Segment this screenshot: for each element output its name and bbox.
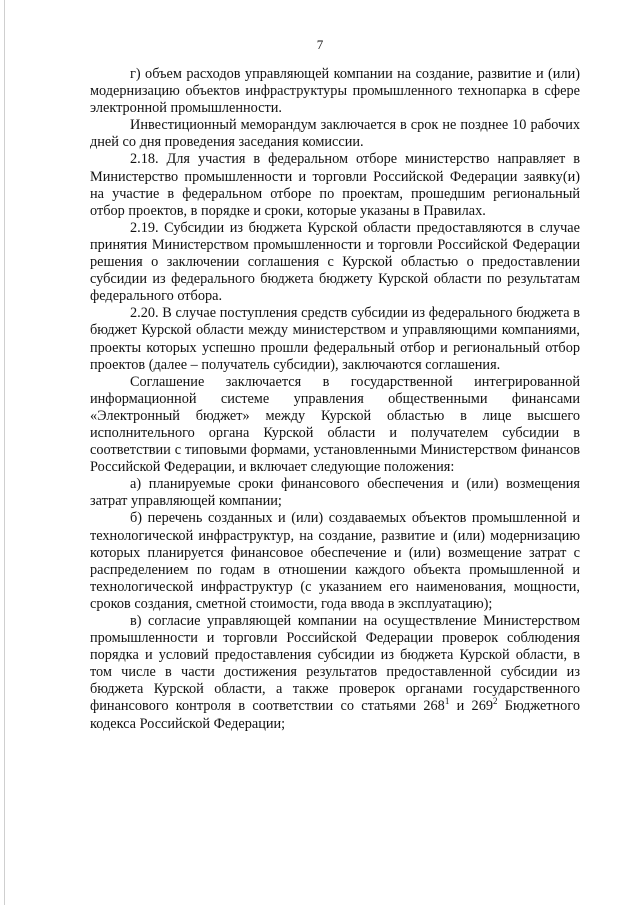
superscript-2: 2 bbox=[493, 696, 498, 707]
paragraph-item-a: а) планируемые сроки финансового обеспечения и (или) возмещения затрат управляющей компании; bbox=[90, 476, 580, 510]
paragraph-item-b: б) перечень созданных и (или) создаваемых объектов промышленной и технологической инфраструктур, на создание, развитие и (или) модернизацию которых планируется финансовое обеспечение и (или) возмещение затрат с распределением по годам в отношении каждого объекта промышленной и технологической инфраструктур (с указанием его наименования, мощности, сроков создания, сметной стоимости, года ввода в эксплуатацию); bbox=[90, 510, 580, 612]
item-v-text: в) согласие управляющей компании на осуществление Министерством промышленности и торговли Российской Федерации проверок соблюдения порядка и условий предоставления субсидии из бюджета Курской области, в том числе в части достижения результатов предоставленной субсидии из бюджета Курской области, а также проверок органами государственного финансового контроля в соответствии со статьями 268 bbox=[90, 613, 580, 715]
document-body bbox=[90, 66, 580, 733]
page-number: 7 bbox=[316, 37, 324, 52]
paragraph-memorandum: Инвестиционный меморандум заключается в срок не позднее 10 рабочих дней со дня проведения заседания комиссии. bbox=[90, 117, 580, 151]
paragraph-item-v bbox=[90, 613, 580, 733]
paragraph-2-20: 2.20. В случае поступления средств субсидии из федерального бюджета в бюджет Курской области между министерством и управляющими компаниями, проекты которых успешно прошли федеральный отбор и региональный отбор проектов (далее – получатель субсидии), заключаются соглашения. bbox=[90, 305, 580, 373]
paragraph-2-19: 2.19. Субсидии из бюджета Курской области предоставляются в случае принятия Министерством промышленности и торговли Российской Федерации решения о заключении соглашения с Курской областью о предоставлении субсидии из федерального бюджета бюджету Курской области по результатам федерального отбора. bbox=[90, 219, 580, 305]
item-v-mid: и 269 bbox=[449, 698, 494, 715]
paragraph-expenses: г) объем расходов управляющей компании на создание, развитие и (или) модернизацию объектов инфраструктуры промышленного технопарка в сфере электронной промышленности. bbox=[90, 66, 580, 117]
paragraph-agreement: Соглашение заключается в государственной интегрированной информационной системе управления общественными финансами «Электронный бюджет» между Курской областью в лице высшего исполнительного органа Курской области и получателем субсидии в соответствии с типовыми формами, установленными Министерством финансов Российской Федерации, и включает следующие положения: bbox=[90, 373, 580, 476]
superscript-1: 1 bbox=[444, 696, 450, 707]
item-v-end: Бюджетного кодекса Российской Федерации; bbox=[90, 698, 580, 732]
scan-edge-line bbox=[4, 0, 5, 905]
paragraph-2-18: 2.18. Для участия в федеральном отборе министерство направляет в Министерство промышленности и торговли Российской Федерации заявку(и) на участие в федеральном отборе по проектам, прошедшим региональный отбор проектов, в порядке и сроки, которые указаны в Правилах. bbox=[90, 151, 580, 219]
